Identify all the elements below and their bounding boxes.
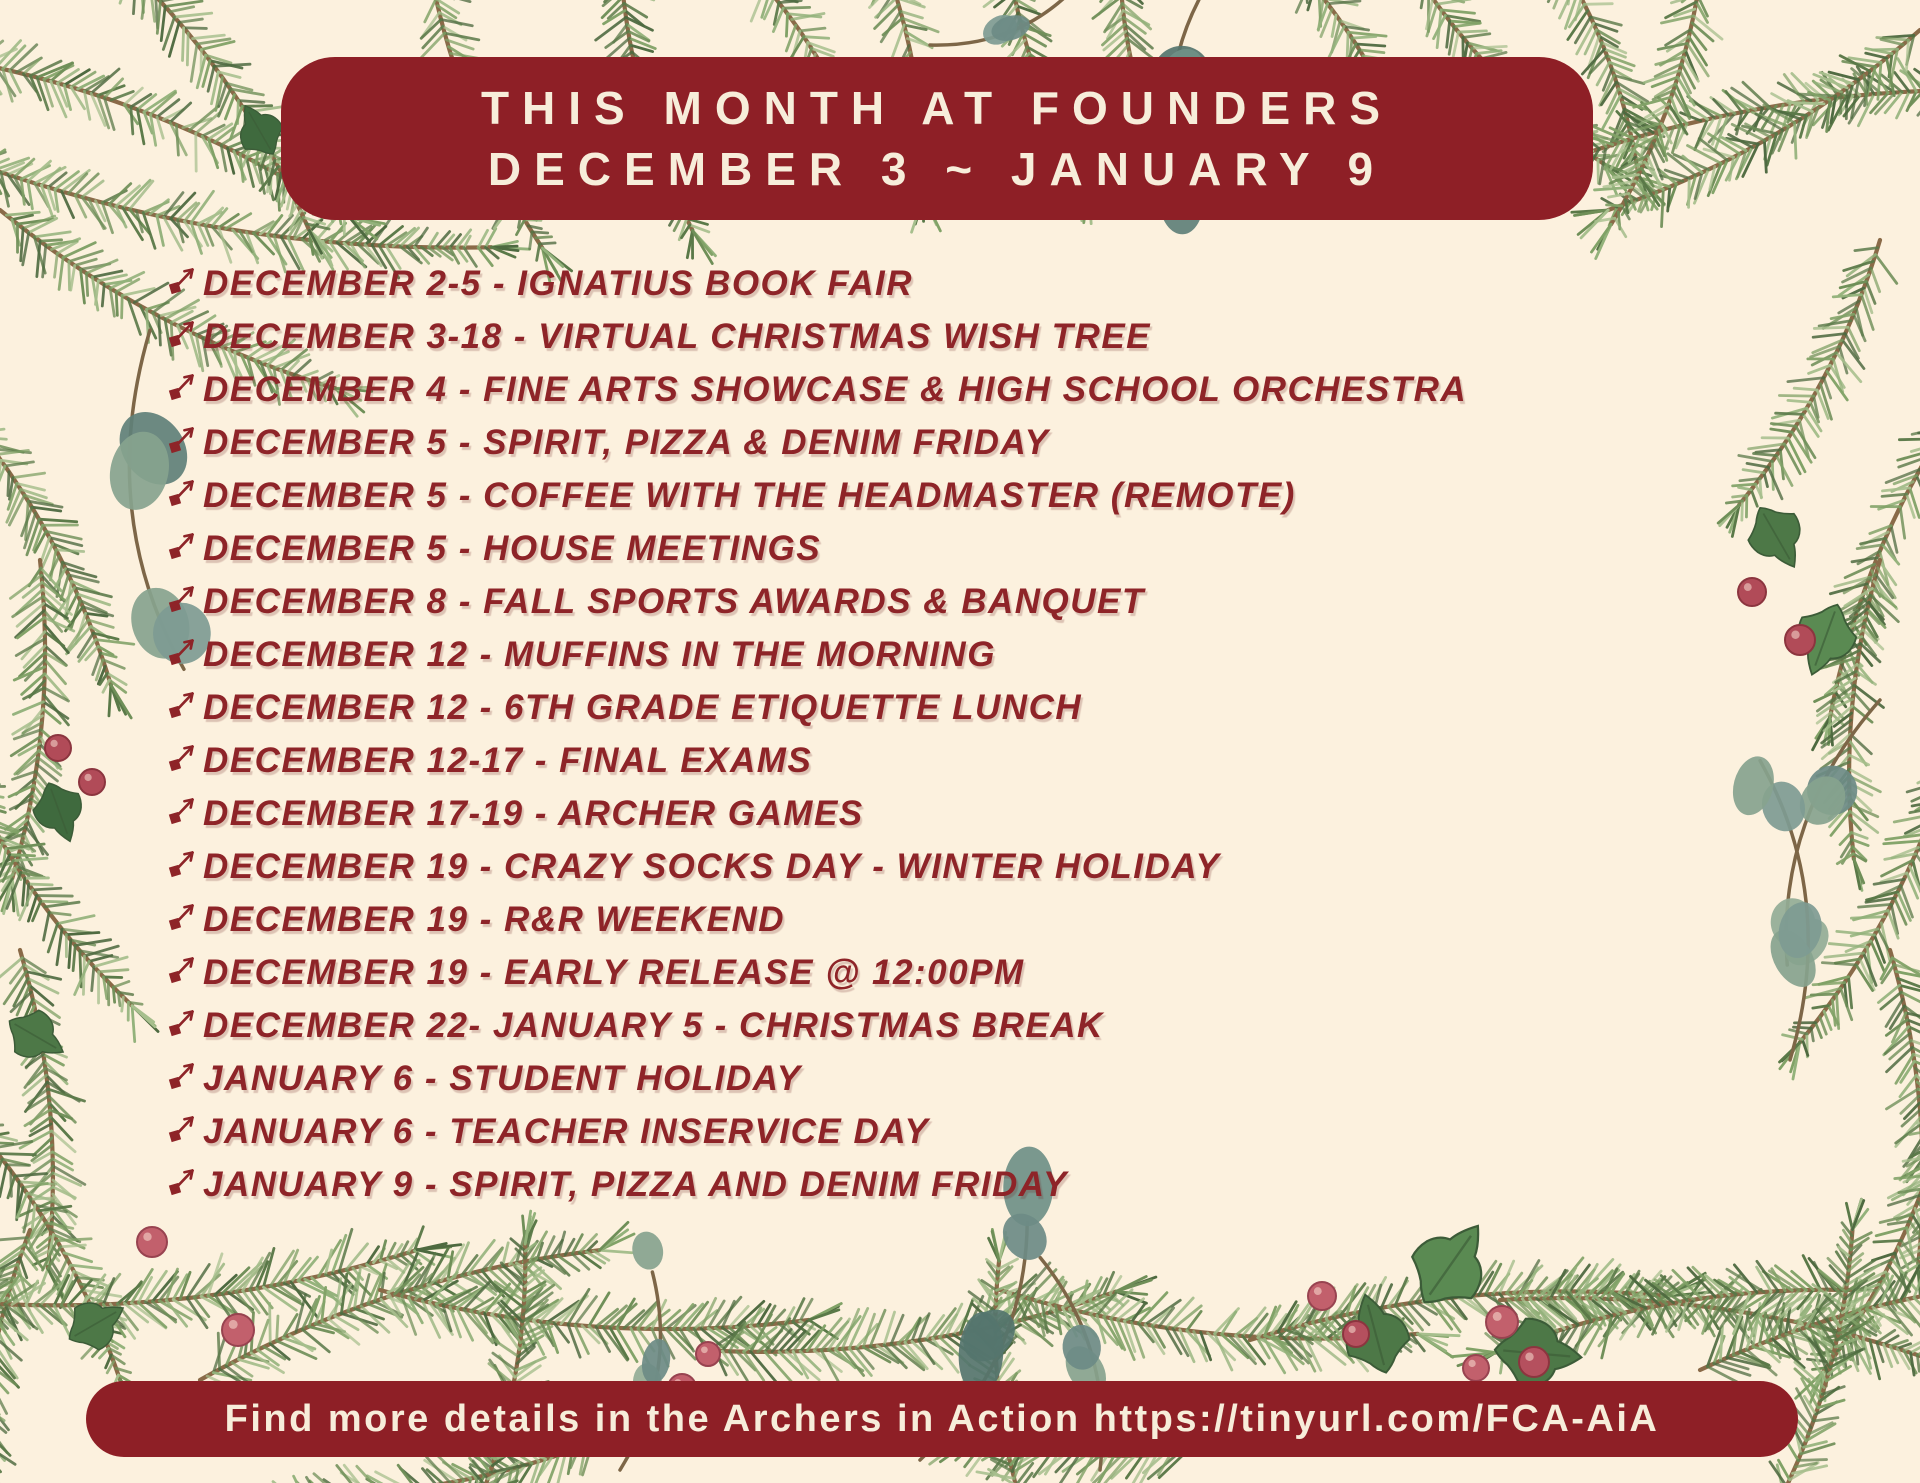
event-label: DECEMBER 3-18 - VIRTUAL CHRISTMAS WISH TREE	[203, 316, 1152, 356]
archer-arrow-icon	[166, 1057, 200, 1091]
event-label: DECEMBER 19 - R&R WEEKEND	[203, 899, 785, 939]
event-label: JANUARY 6 - STUDENT HOLIDAY	[203, 1058, 802, 1098]
event-item	[166, 416, 1467, 469]
archer-arrow-icon	[166, 633, 200, 667]
event-label: DECEMBER 5 - SPIRIT, PIZZA & DENIM FRIDAY	[203, 422, 1050, 462]
event-label: JANUARY 9 - SPIRIT, PIZZA AND DENIM FRIDAY	[203, 1164, 1068, 1204]
archer-arrow-icon	[166, 951, 200, 985]
archer-arrow-icon	[166, 792, 200, 826]
event-label: DECEMBER 12 - MUFFINS IN THE MORNING	[203, 634, 996, 674]
event-item	[166, 1052, 1467, 1105]
archer-arrow-icon	[166, 1004, 200, 1038]
event-label: DECEMBER 12 - 6TH GRADE ETIQUETTE LUNCH	[203, 687, 1083, 727]
archer-arrow-icon	[166, 898, 200, 932]
event-label: DECEMBER 19 - CRAZY SOCKS DAY - WINTER HOLIDAY	[203, 846, 1221, 886]
event-item	[166, 363, 1467, 416]
event-item	[166, 681, 1467, 734]
footer-banner	[86, 1381, 1798, 1457]
event-item	[166, 1158, 1467, 1211]
event-item	[166, 628, 1467, 681]
event-label: DECEMBER 19 - EARLY RELEASE @ 12:00PM	[203, 952, 1025, 992]
archer-arrow-icon	[166, 527, 200, 561]
event-label: DECEMBER 22- JANUARY 5 - CHRISTMAS BREAK	[203, 1005, 1104, 1045]
archer-arrow-icon	[166, 845, 200, 879]
footer-link-text: Find more details in the Archers in Action https://tinyurl.com/FCA-AiA	[224, 1397, 1660, 1440]
archer-arrow-icon	[166, 368, 200, 402]
event-label: DECEMBER 17-19 - ARCHER GAMES	[203, 793, 864, 833]
archer-arrow-icon	[166, 262, 200, 296]
archer-arrow-icon	[166, 315, 200, 349]
archer-arrow-icon	[166, 474, 200, 508]
event-item	[166, 469, 1467, 522]
event-list	[166, 257, 1467, 1211]
event-item	[166, 893, 1467, 946]
archer-arrow-icon	[166, 421, 200, 455]
event-label: DECEMBER 4 - FINE ARTS SHOWCASE & HIGH SCHOOL ORCHESTRA	[203, 369, 1468, 409]
event-item	[166, 522, 1467, 575]
event-item	[166, 257, 1467, 310]
event-item	[166, 787, 1467, 840]
event-label: DECEMBER 2-5 - IGNATIUS BOOK FAIR	[203, 263, 914, 303]
event-label: DECEMBER 12-17 - FINAL EXAMS	[203, 740, 813, 780]
archer-arrow-icon	[166, 1163, 200, 1197]
event-item	[166, 840, 1467, 893]
archer-arrow-icon	[166, 580, 200, 614]
event-item	[166, 1105, 1467, 1158]
archer-arrow-icon	[166, 739, 200, 773]
archer-arrow-icon	[166, 1110, 200, 1144]
event-item	[166, 946, 1467, 999]
event-item	[166, 999, 1467, 1052]
event-label: DECEMBER 8 - FALL SPORTS AWARDS & BANQUET	[203, 581, 1145, 621]
archer-arrow-icon	[166, 686, 200, 720]
event-item	[166, 734, 1467, 787]
title-banner	[281, 57, 1593, 220]
event-label: DECEMBER 5 - COFFEE WITH THE HEADMASTER (REMOTE)	[203, 475, 1296, 515]
title-line-1: THIS MONTH AT FOUNDERS	[480, 81, 1394, 134]
event-item	[166, 575, 1467, 628]
event-label: JANUARY 6 - TEACHER INSERVICE DAY	[203, 1111, 930, 1151]
title-line-2: DECEMBER 3 ~ JANUARY 9	[487, 142, 1387, 195]
event-item	[166, 310, 1467, 363]
event-label: DECEMBER 5 - HOUSE MEETINGS	[203, 528, 822, 568]
